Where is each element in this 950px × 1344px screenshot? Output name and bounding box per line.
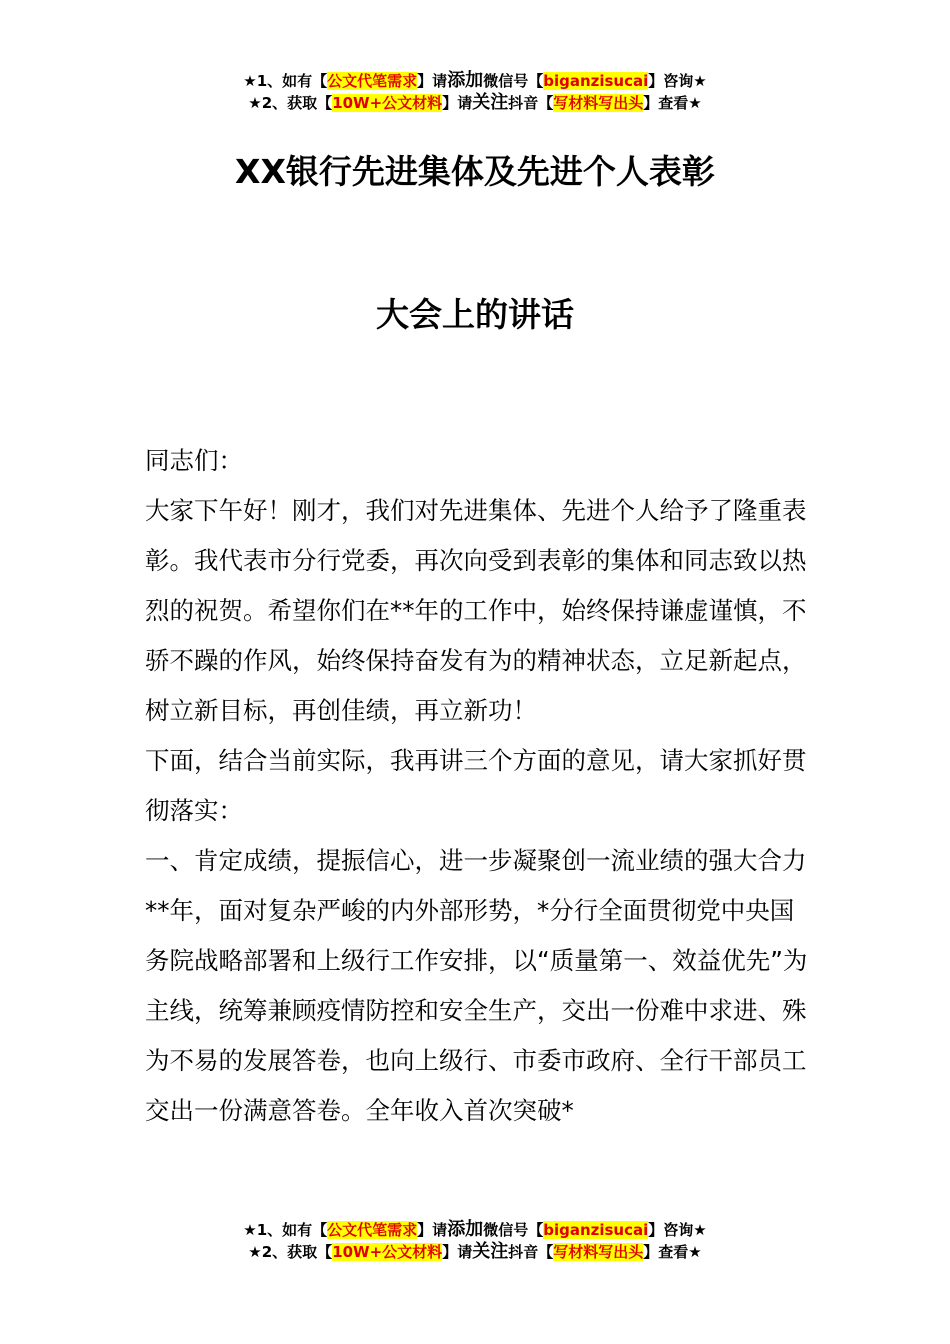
banner-text: 】请: [442, 1243, 473, 1261]
greeting: 同志们：: [145, 446, 243, 475]
document-title-line-1: XX银行先进集体及先进个人表彰: [235, 152, 715, 191]
banner-highlight: 10W+公文材料: [332, 1243, 443, 1261]
banner-line-2: [0, 92, 950, 114]
paragraph: **年，面对复杂严峻的内外部形势，*分行全面贯彻党中央国务院战略部署和上级行工作安排，以“质量第一、效益优先”为主线，统筹兼顾疫情防控和安全生产，交出一份难中求进、殊为不易的发展答卷，也向上级行、市委市政府、全行干部员工交出一份满意答卷。全年收入首次突破*: [145, 896, 808, 1125]
document-title-line-2: 大会上的讲话: [376, 295, 574, 334]
paragraph: 大家下午好！刚才，我们对先进集体、先进个人给予了隆重表彰。我代表市分行党委，再次向受到表彰的集体和同志致以热烈的祝贺。希望你们在**年的工作中，始终保持谦虚谨慎，不骄不躁的作风，始终保持奋发有为的精神状态，立足新起点，树立新目标，再创佳绩，再立新功！: [145, 496, 807, 725]
banner-highlight: 10W+公文材料: [332, 94, 443, 112]
document-body: [145, 436, 810, 1136]
banner-text: ★1、如有【: [243, 1221, 328, 1239]
paragraph: 下面，结合当前实际，我再讲三个方面的意见，请大家抓好贯彻落实：: [145, 746, 807, 825]
section-heading: 一、肯定成绩，提振信心，进一步凝聚创一流业绩的强大合力: [145, 846, 807, 875]
footer-banner: [0, 1219, 950, 1263]
banner-highlight: 公文代笔需求: [327, 72, 418, 90]
banner-line-1: [0, 70, 950, 92]
header-banner: [0, 70, 950, 114]
banner-text: 】请: [417, 1221, 448, 1239]
banner-line-1: [0, 1219, 950, 1241]
banner-text: 】请: [442, 94, 473, 112]
banner-text: 微信号【: [483, 72, 544, 90]
banner-text: 微信号【: [483, 1221, 544, 1239]
banner-line-2: [0, 1241, 950, 1263]
banner-text: 抖音【: [508, 1243, 554, 1261]
banner-highlight: 写材料写出头: [553, 1243, 644, 1261]
banner-text: 抖音【: [508, 94, 554, 112]
banner-text: 】查看★: [643, 1243, 702, 1261]
banner-text: 】咨询★: [648, 1221, 707, 1239]
banner-highlight: 写材料写出头: [553, 94, 644, 112]
banner-text: ★2、获取【: [248, 94, 333, 112]
banner-highlight: biganzisucai: [543, 1221, 649, 1239]
banner-text: 】咨询★: [648, 72, 707, 90]
banner-text: 】查看★: [643, 94, 702, 112]
banner-emphasis: 关注: [472, 1241, 509, 1262]
banner-emphasis: 添加: [447, 1219, 484, 1240]
banner-emphasis: 关注: [472, 92, 509, 113]
banner-highlight: biganzisucai: [543, 72, 649, 90]
banner-emphasis: 添加: [447, 70, 484, 91]
banner-text: ★2、获取【: [248, 1243, 333, 1261]
banner-highlight: 公文代笔需求: [327, 1221, 418, 1239]
banner-text: 】请: [417, 72, 448, 90]
banner-text: ★1、如有【: [243, 72, 328, 90]
